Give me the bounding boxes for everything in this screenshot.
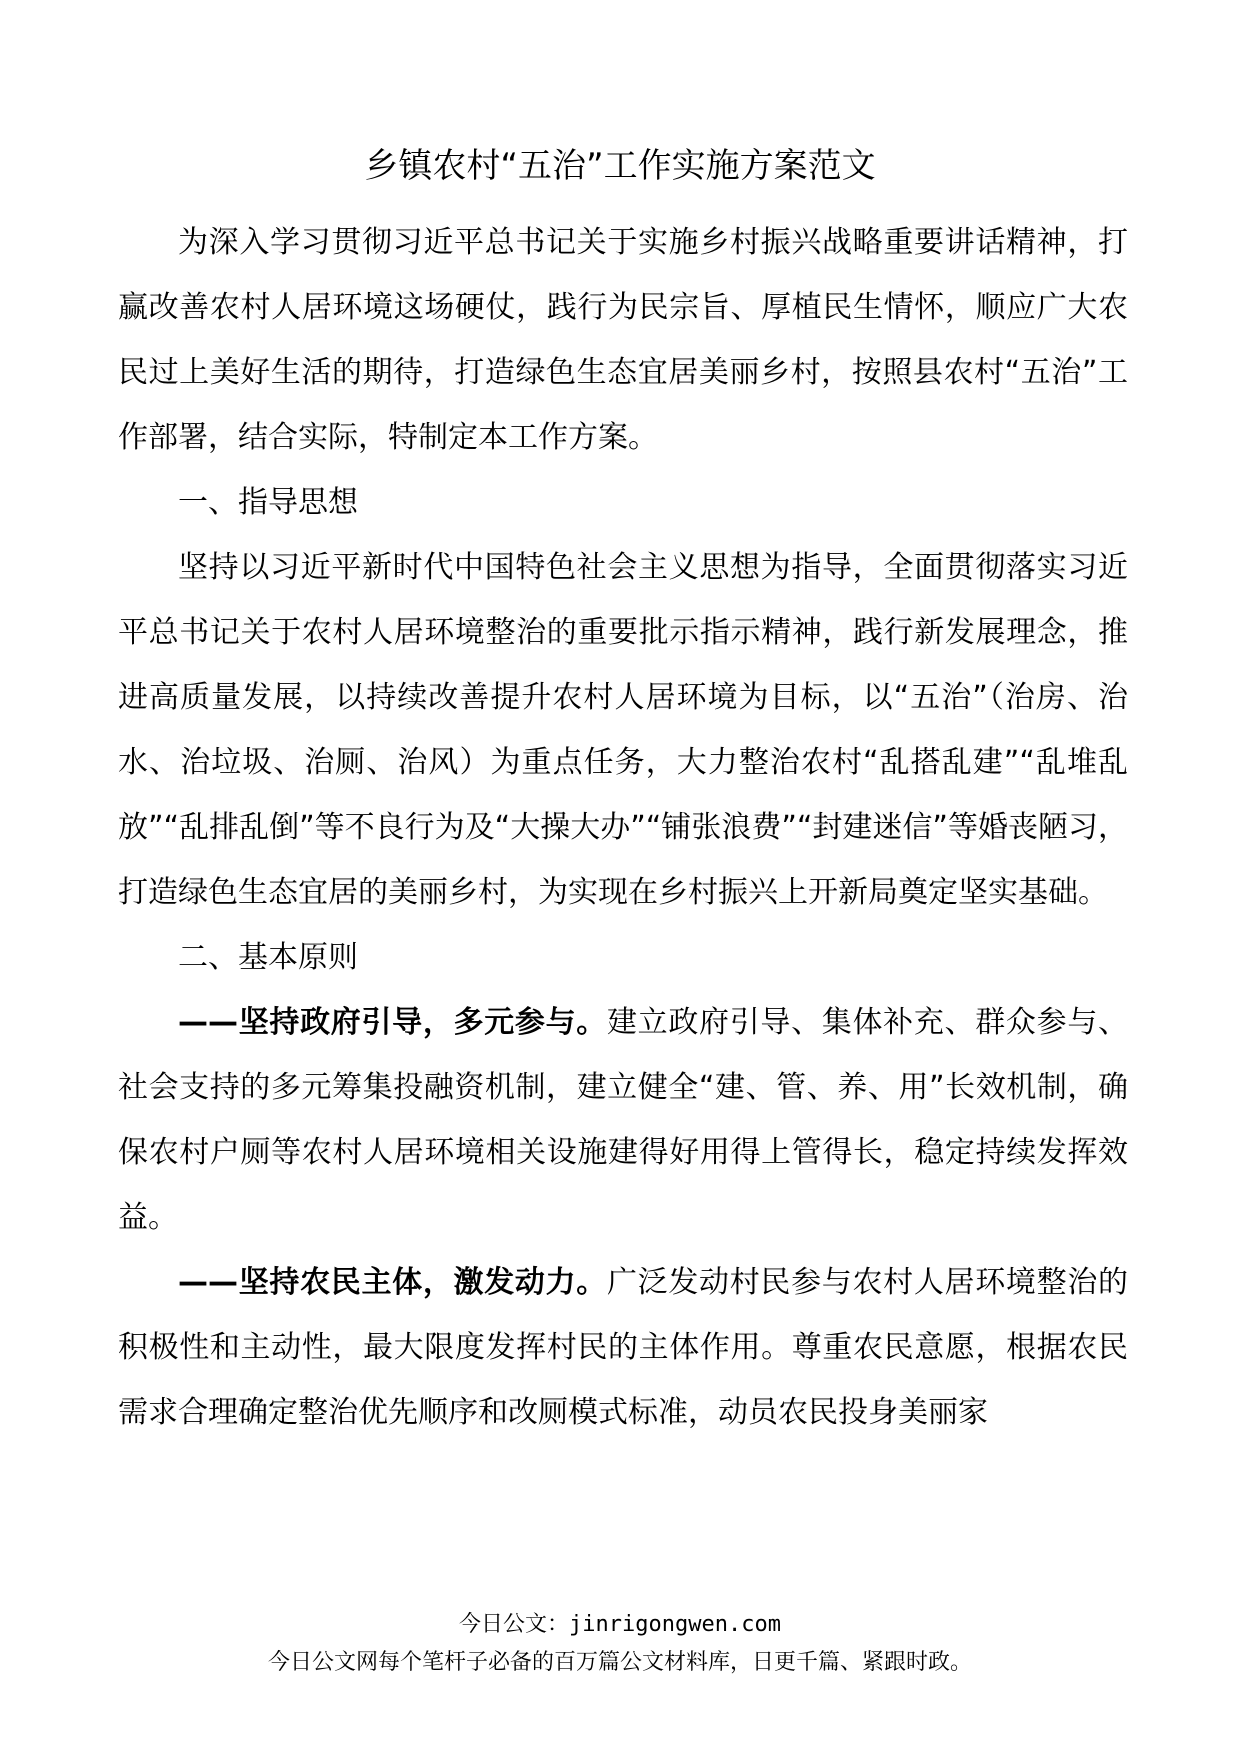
heading-text: 二、基本原则 — [178, 940, 358, 975]
paragraph-guiding-ideology — [118, 535, 1128, 925]
paragraph-principle-government-guidance — [118, 990, 1128, 1250]
document-body — [118, 210, 1128, 1445]
document-title: 乡镇农村“五治”工作实施方案范文 — [364, 146, 876, 186]
paragraph-text: 坚持以习近平新时代中国特色社会主义思想为指导，全面贯彻落实习近平总书记关于农村人居环境整治的重要批示指示精神，践行新发展理念，推进高质量发展，以持续改善提升农村人居环境为目标，以“五治”（治房、治水、治垃圾、治厕、治风）为重点任务，大力整治农村“乱搭乱建”“乱堆乱放”“乱排乱倒”等不良行为及“大操大办”“铺张浪费”“封建迷信”等婚丧陋习，打造绿色生态宜居的美丽乡村，为实现在乡村振兴上开新局奠定坚实基础。 — [118, 550, 1128, 910]
paragraph-text: 为深入学习贯彻习近平总书记关于实施乡村振兴战略重要讲话精神，打赢改善农村人居环境这场硬仗，践行为民宗旨、厚植民生情怀，顺应广大农民过上美好生活的期待，打造绿色生态宜居美丽乡村，按照县农村“五治”工作部署，结合实际，特制定本工作方案。 — [118, 225, 1128, 455]
paragraph-principle-farmer-subject — [118, 1250, 1128, 1445]
footer-site-label: 今日公文： — [459, 1612, 570, 1637]
paragraph-text: 广泛发动村民参与农村人居环境整治的积极性和主动性，最大限度发挥村民的主体作用。尊重农民意愿，根据农民需求合理确定整治优先顺序和改厕模式标准，动员农民投身美丽家 — [118, 1265, 1129, 1430]
footer-site-line — [0, 1610, 1240, 1640]
paragraph-intro — [118, 210, 1128, 470]
footer-slogan: 今日公文网每个笔杆子必备的百万篇公文材料库，日更千篇、紧跟时政。 — [267, 1650, 972, 1675]
principle-lead: ——坚持农民主体，激发动力。 — [178, 1265, 607, 1300]
heading-text: 一、指导思想 — [178, 485, 358, 520]
section-heading-guiding-ideology — [118, 470, 1128, 535]
principle-lead: ——坚持政府引导，多元参与。 — [178, 1005, 607, 1040]
section-heading-basic-principles — [118, 925, 1128, 990]
paragraph-text: 建立政府引导、集体补充、群众参与、社会支持的多元筹集投融资机制，建立健全“建、管、养、用”长效机制，确保农村户厕等农村人居环境相关设施建得好用得上管得长，稳定持续发挥效益。 — [118, 1005, 1129, 1235]
footer-site-link[interactable]: jinrigongwen.com — [569, 1612, 781, 1637]
